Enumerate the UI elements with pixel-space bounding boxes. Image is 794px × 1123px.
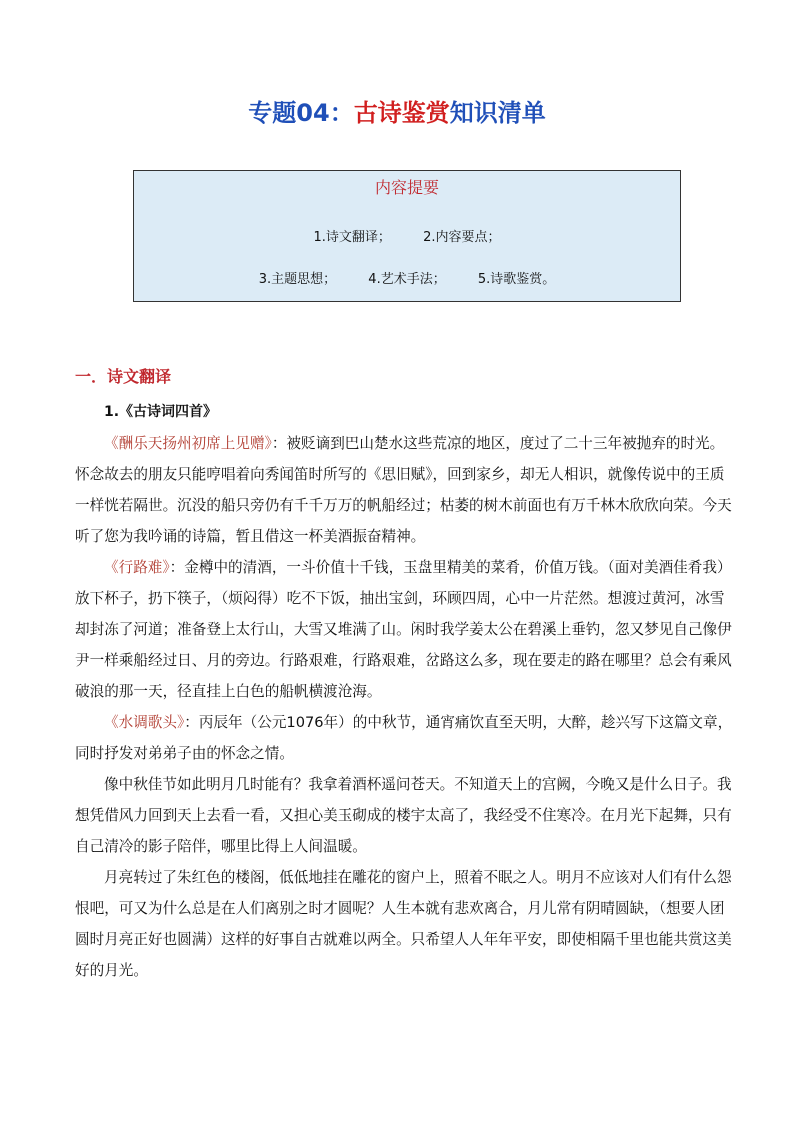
paragraph-text: ：丙辰年（公元1076年）的中秋节，通宵痛饮直至天明，大醉，趁兴写下这篇文章，同时抒发对弟弟子由的怀念之情。 [75, 714, 733, 762]
summary-item-3: 3.主题思想； [258, 272, 337, 287]
summary-row-2 [134, 271, 680, 289]
paragraph-text: 像中秋佳节如此明月几时能有？我拿着酒杯遥问苍天。不知道天上的宫阙，今晚又是什么日子。我想凭借风力回到天上去看一看，又担心美玉砌成的楼宇太高了，我经受不住寒冷。在月光下起舞，只有自己清冷的影子陪伴，哪里比得上人间温暖。 [75, 776, 732, 855]
summary-item-4: 4.艺术手法； [368, 272, 446, 287]
poem-title: 《行路难》 [104, 559, 170, 576]
section-heading: 一．诗文翻译 [75, 367, 172, 386]
summary-item-5: 5.诗歌鉴赏。 [477, 272, 556, 287]
paragraph-4 [75, 769, 735, 862]
summary-item-2: 2.内容要点； [423, 230, 501, 245]
poem-title: 《水调歌头》 [104, 714, 185, 731]
poem-title: 《酬乐天扬州初席上见赠》 [104, 435, 272, 452]
paragraph-2 [75, 552, 735, 707]
title-suffix: 知识清单 [449, 99, 546, 127]
summary-item-1: 1.诗文翻译； [313, 230, 391, 245]
title-prefix: 专题04： [248, 99, 354, 127]
content-summary-box [133, 170, 681, 302]
paragraph-text: 月亮转过了朱红色的楼阁，低低地挂在雕花的窗户上，照着不眠之人。明月不应该对人们有什么怨恨吧，可又为什么总是在人们离别之时才圆呢？人生本就有悲欢离合，月儿常有阴晴圆缺，（想要人团圆时月亮正好也圆满）这样的好事自古就难以两全。只希望人人年年平安，即使相隔千里也能共赏这美好的月光。 [75, 869, 732, 979]
summary-row-1 [134, 229, 680, 247]
paragraph-text: ：被贬谪到巴山楚水这些荒凉的地区，度过了二十三年被抛弃的时光。怀念故去的朋友只能哼唱着向秀闻笛时所写的《思旧赋》，回到家乡，却无人相识，就像传说中的王质一样恍若隔世。沉没的船只旁仍有千千万万的帆船经过；枯萎的树木前面也有万千林木欣欣向荣。今天听了您为我吟诵的诗篇，暂且借这一杯美酒振奋精神。 [75, 435, 732, 545]
paragraph-1 [75, 428, 735, 552]
title-highlight: 古诗鉴赏 [353, 99, 450, 127]
paragraph-3 [75, 707, 735, 769]
translation-body [75, 428, 735, 986]
page-title [0, 96, 794, 130]
paragraph-5 [75, 862, 735, 986]
summary-heading: 内容提要 [374, 178, 439, 197]
sub-heading: 1.《古诗词四首》 [104, 404, 218, 420]
paragraph-text: ：金樽中的清酒，一斗价值十千钱，玉盘里精美的菜肴，价值万钱。（面对美酒佳肴我）放下杯子，扔下筷子，（烦闷得）吃不下饭，抽出宝剑，环顾四周，心中一片茫然。想渡过黄河，冰雪却封冻了河道；准备登上太行山，大雪又堆满了山。闲时我学姜太公在碧溪上垂钓，忽又梦见自己像伊尹一样乘船经过日、月的旁边。行路艰难，行路艰难，岔路这么多，现在要走的路在哪里？总会有乘风破浪的那一天，径直挂上白色的船帆横渡沧海。 [75, 559, 732, 700]
